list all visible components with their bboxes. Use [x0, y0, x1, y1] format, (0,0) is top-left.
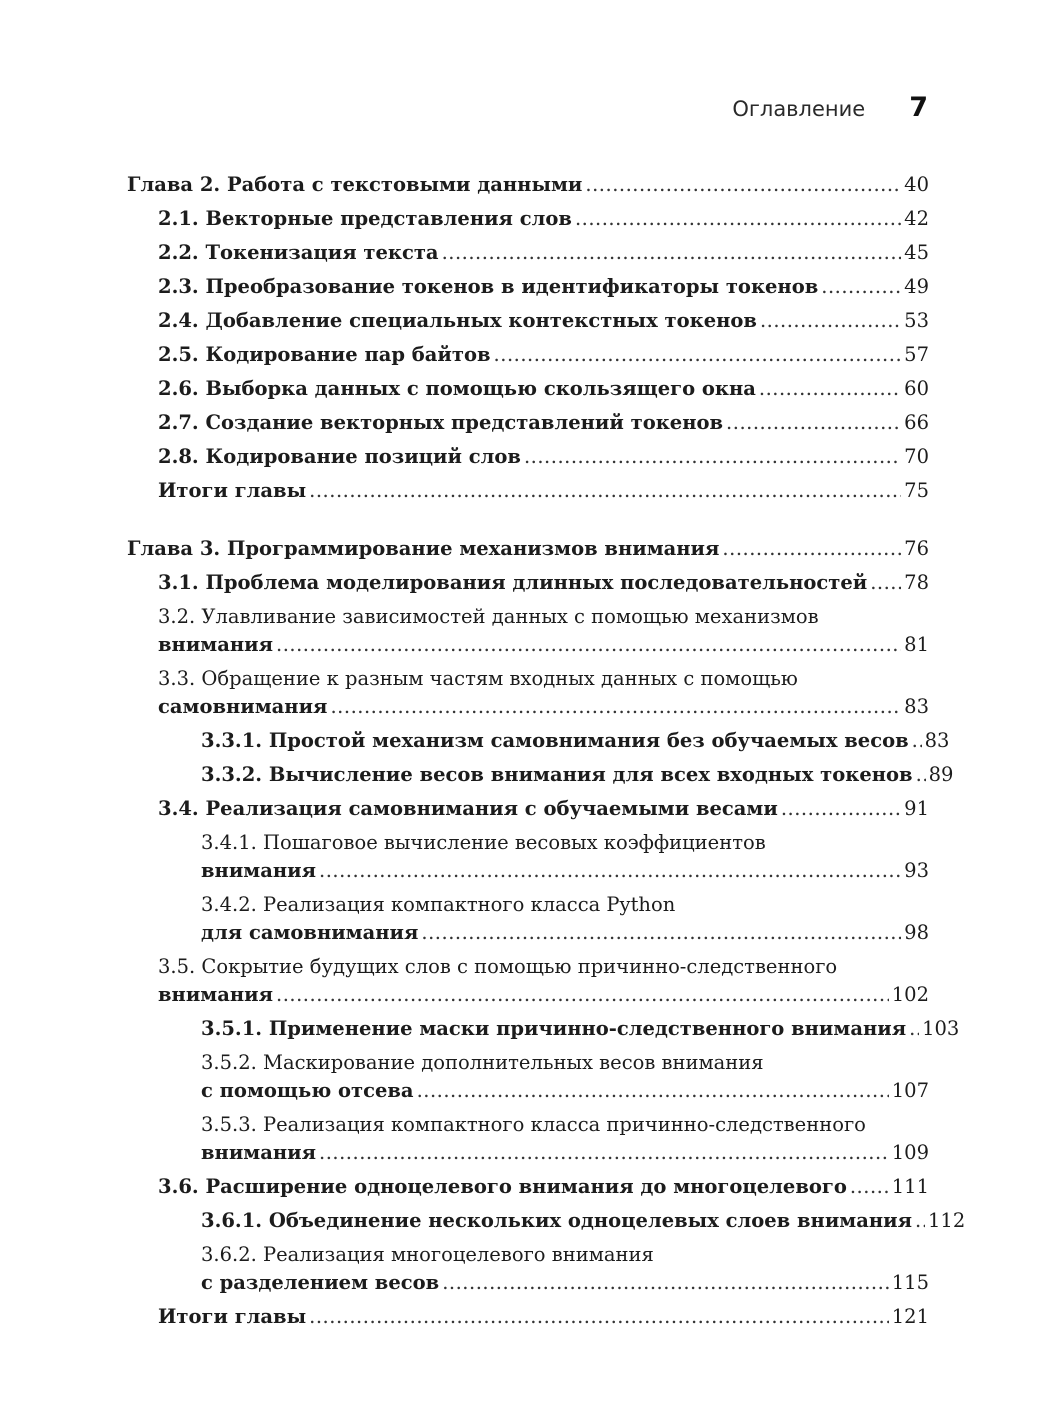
entry-page: 60: [904, 377, 929, 400]
chapter-heading[interactable]: [127, 532, 929, 566]
entry-title: 2.8. Кодирование позиций слов: [158, 445, 521, 468]
entry-page: 93: [904, 859, 929, 882]
entry-page: 109: [891, 1141, 929, 1164]
dot-leader: [726, 406, 901, 440]
entry-page: 115: [891, 1271, 929, 1294]
toc-entry-3-3[interactable]: [127, 662, 929, 724]
chapter-2: [127, 168, 929, 508]
entry-page: 83: [924, 729, 950, 752]
entry-page: 81: [904, 633, 929, 656]
dot-leader: [309, 1300, 889, 1334]
entry-page: 75: [904, 479, 929, 502]
toc-entry-2-summary[interactable]: [127, 474, 929, 508]
entry-title: 3.5.1. Применение маски причинно-следственного внимания: [201, 1017, 907, 1040]
toc-entry-3-3-1[interactable]: [127, 724, 950, 758]
dot-leader: [442, 1269, 889, 1297]
entry-title-line2: с помощью отсева: [201, 1079, 414, 1102]
chapter-title: Глава 2. Работа с текстовыми данными: [127, 173, 583, 196]
dot-leader: [319, 1139, 889, 1167]
entry-title: 3.6. Расширение одноцелевого внимания до многоцелевого: [158, 1175, 847, 1198]
toc-entry-3-4[interactable]: [127, 792, 929, 826]
entry-title: 3.1. Проблема моделирования длинных последовательностей: [158, 571, 868, 594]
chapter-3: [127, 532, 966, 1334]
dot-leader: [781, 792, 901, 826]
dot-leader: [722, 532, 901, 566]
entry-title-line1: 3.4.2. Реализация компактного класса Python: [201, 893, 676, 916]
entry-title-line1: 3.5.2. Маскирование дополнительных весов внимания: [201, 1051, 764, 1074]
toc-entry-3-5-1[interactable]: [127, 1012, 960, 1046]
dot-leader: [870, 566, 901, 600]
dot-leader: [760, 304, 901, 338]
toc-entry-2-1[interactable]: [127, 202, 929, 236]
chapter-page: 40: [904, 173, 929, 196]
entry-page: 66: [904, 411, 929, 434]
entry-page: 91: [904, 797, 929, 820]
toc-entry-3-4-1[interactable]: [127, 826, 929, 888]
toc-entry-3-5[interactable]: [127, 950, 929, 1012]
dot-leader: [821, 270, 901, 304]
toc-entry-2-8[interactable]: [127, 440, 929, 474]
entry-page: 42: [904, 207, 929, 230]
entry-title-line2: внимания: [158, 983, 274, 1006]
entry-page: 70: [904, 445, 929, 468]
dot-leader: [330, 693, 901, 721]
entry-page: 112: [928, 1209, 966, 1232]
entry-title: 3.3.1. Простой механизм самовнимания без обучаемых весов: [201, 729, 909, 752]
entry-title-line1: 3.3. Обращение к разным частям входных данных с помощью: [158, 667, 798, 690]
entry-title-line2: самовнимания: [158, 695, 328, 718]
chapter-page: 76: [904, 537, 929, 560]
chapter-heading[interactable]: [127, 168, 929, 202]
entry-page: 45: [904, 241, 929, 264]
entry-page: 98: [904, 921, 929, 944]
toc-entry-2-7[interactable]: [127, 406, 929, 440]
entry-title: 3.4. Реализация самовнимания с обучаемыми весами: [158, 797, 778, 820]
chapter-title: Глава 3. Программирование механизмов внимания: [127, 537, 720, 560]
toc-entry-3-2[interactable]: [127, 600, 929, 662]
toc-entry-2-5[interactable]: [127, 338, 929, 372]
entry-title-line1: 3.5. Сокрытие будущих слов с помощью причинно-следственного: [158, 955, 838, 978]
toc-entry-2-6[interactable]: [127, 372, 929, 406]
entry-title-line1: 3.4.1. Пошаговое вычисление весовых коэффициентов: [201, 831, 766, 854]
entry-title: 3.6.1. Объединение нескольких одноцелевых слоев внимания: [201, 1209, 913, 1232]
entry-page: 89: [928, 763, 954, 786]
entry-page: 111: [891, 1175, 929, 1198]
dot-leader: [494, 338, 902, 372]
entry-page: 49: [904, 275, 929, 298]
toc-entry-2-4[interactable]: [127, 304, 929, 338]
dot-leader: [759, 372, 901, 406]
entry-title-line2: внимания: [201, 859, 317, 882]
toc-entry-3-6-1[interactable]: [127, 1204, 966, 1238]
entry-title: Итоги главы: [158, 1305, 307, 1328]
entry-title: 2.6. Выборка данных с помощью скользящего окна: [158, 377, 756, 400]
toc-entry-3-1[interactable]: [127, 566, 929, 600]
toc-entry-3-3-2[interactable]: [127, 758, 954, 792]
entry-title: Итоги главы: [158, 479, 307, 502]
dot-leader: [309, 474, 901, 508]
table-of-contents: [127, 168, 966, 1358]
dot-leader: [575, 202, 901, 236]
toc-entry-3-4-2[interactable]: [127, 888, 929, 950]
entry-title-line1: 3.5.3. Реализация компактного класса причинно-следственного: [201, 1113, 866, 1136]
entry-title-line2: внимания: [201, 1141, 317, 1164]
entry-title-line2: внимания: [158, 633, 274, 656]
running-head-title: Оглавление: [732, 97, 866, 121]
dot-leader: [850, 1170, 889, 1204]
entry-title: 2.2. Токенизация текста: [158, 241, 439, 264]
entry-title: 2.4. Добавление специальных контекстных токенов: [158, 309, 757, 332]
running-head: [732, 92, 928, 123]
entry-page: 78: [904, 571, 929, 594]
entry-page: 121: [891, 1305, 929, 1328]
page-number: 7: [909, 92, 928, 123]
entry-title-line2: с разделением весов: [201, 1271, 440, 1294]
dot-leader: [909, 1012, 919, 1046]
toc-entry-3-5-2[interactable]: [127, 1046, 929, 1108]
dot-leader: [276, 981, 889, 1009]
entry-title: 2.7. Создание векторных представлений токенов: [158, 411, 724, 434]
dot-leader: [442, 236, 902, 270]
entry-page: 53: [904, 309, 929, 332]
dot-leader: [319, 857, 901, 885]
toc-entry-2-2[interactable]: [127, 236, 929, 270]
entry-page: 57: [904, 343, 929, 366]
dot-leader: [915, 1204, 925, 1238]
entry-page: 103: [922, 1017, 960, 1040]
toc-entry-3-summary[interactable]: [127, 1300, 929, 1334]
entry-title: 2.3. Преобразование токенов в идентификаторы токенов: [158, 275, 819, 298]
dot-leader: [912, 724, 922, 758]
dot-leader: [421, 919, 901, 947]
toc-entry-2-3[interactable]: [127, 270, 929, 304]
entry-title: 2.5. Кодирование пар байтов: [158, 343, 491, 366]
toc-entry-3-5-3[interactable]: [127, 1108, 929, 1170]
dot-leader: [524, 440, 901, 474]
entry-title-line1: 3.2. Улавливание зависимостей данных с помощью механизмов: [158, 605, 819, 628]
dot-leader: [417, 1077, 889, 1105]
entry-title-line2: для самовнимания: [201, 921, 419, 944]
entry-page: 102: [891, 983, 929, 1006]
toc-entry-3-6-2[interactable]: [127, 1238, 929, 1300]
entry-title-line1: 3.6.2. Реализация многоцелевого внимания: [201, 1243, 654, 1266]
toc-entry-3-6[interactable]: [127, 1170, 929, 1204]
entry-page: 83: [904, 695, 929, 718]
entry-title: 2.1. Векторные представления слов: [158, 207, 572, 230]
dot-leader: [276, 631, 901, 659]
dot-leader: [585, 168, 901, 202]
dot-leader: [916, 758, 926, 792]
entry-page: 107: [891, 1079, 929, 1102]
entry-title: 3.3.2. Вычисление весов внимания для всех входных токенов: [201, 763, 913, 786]
